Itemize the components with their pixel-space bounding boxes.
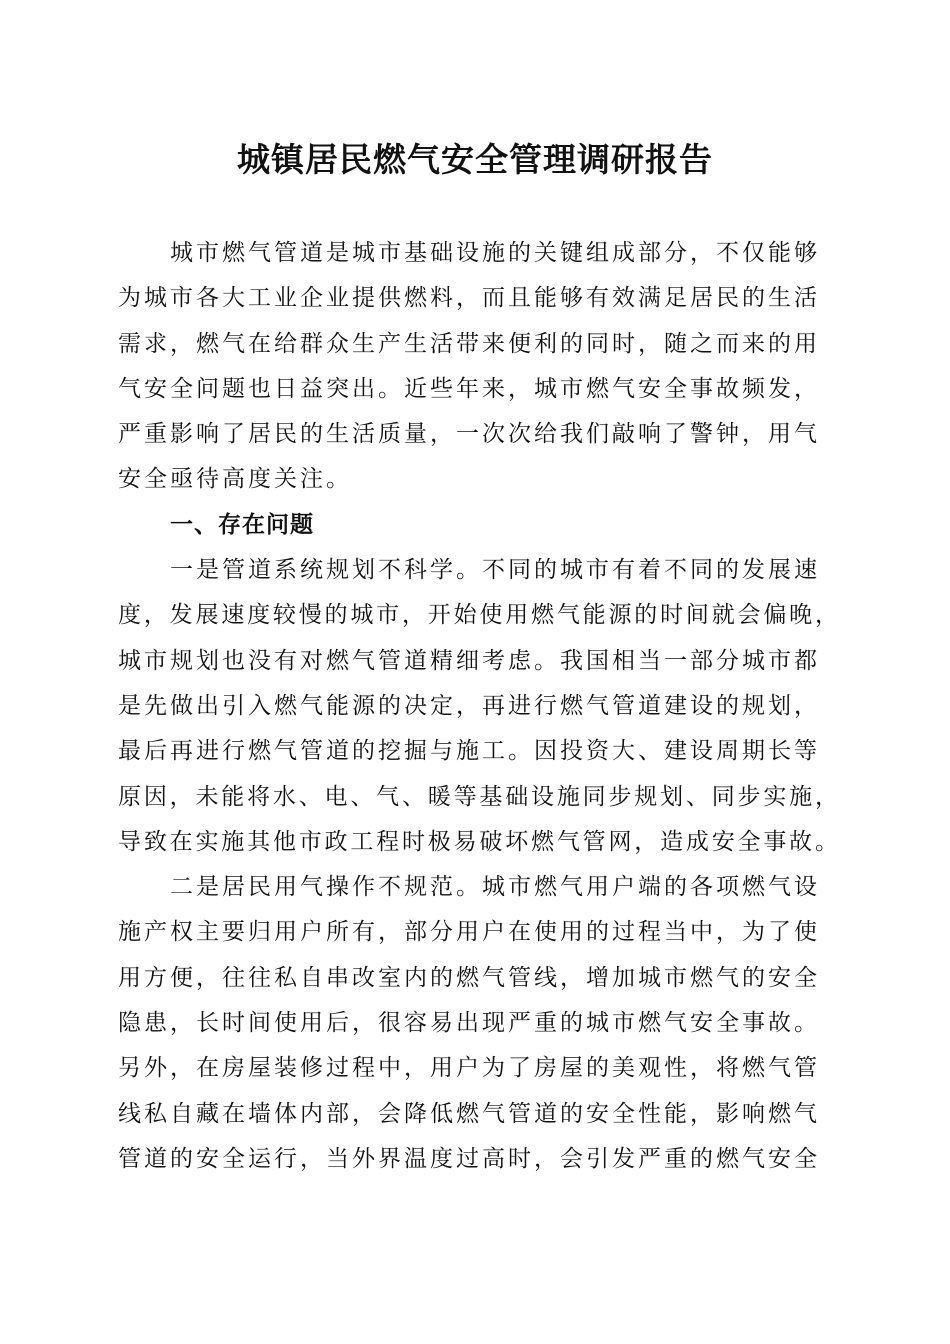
paragraph-line: 另外，在房屋装修过程中，用户为了房屋的美观性，将燃气管	[118, 1055, 820, 1082]
paragraph-line: 施产权主要归用户所有，部分用户在使用的过程当中，为了使	[118, 919, 820, 946]
paragraph-line: 管道的安全运行，当外界温度过高时，会引发严重的燃气安全	[118, 1145, 820, 1172]
document-body	[118, 231, 838, 1182]
paragraph-line: 严重影响了居民的生活质量，一次次给我们敲响了警钟，用气	[118, 421, 820, 448]
paragraph-line: 用方便，往往私自串改室内的燃气管线，增加城市燃气的安全	[118, 964, 820, 991]
paragraph-line: 原因，未能将水、电、气、暖等基础设施同步规划、同步实施，	[118, 783, 838, 810]
paragraph-line: 二是居民用气操作不规范。城市燃气用户端的各项燃气设	[170, 874, 820, 901]
paragraph-line: 城市规划也没有对燃气管道精细考虑。我国相当一部分城市都	[118, 647, 820, 674]
paragraph-line: 安全亟待高度关注。	[118, 466, 352, 493]
section-heading: 一、存在问题	[170, 511, 314, 538]
paragraph-line: 是先做出引入燃气能源的决定，再进行燃气管道建设的规划，	[118, 692, 820, 719]
paragraph-line: 隐患，长时间使用后，很容易出现严重的城市燃气安全事故。	[118, 1010, 820, 1037]
paragraph-line: 最后再进行燃气管道的挖掘与施工。因投资大、建设周期长等	[118, 738, 820, 765]
paragraph-line: 为城市各大工业企业提供燃料，而且能够有效满足居民的生活	[118, 285, 820, 312]
paragraph-line: 气安全问题也日益突出。近些年来，城市燃气安全事故频发，	[118, 375, 820, 402]
document-title: 城镇居民燃气安全管理调研报告	[237, 140, 713, 179]
paragraph-line: 线私自藏在墙体内部，会降低燃气管道的安全性能，影响燃气	[118, 1100, 820, 1127]
paragraph-line: 导致在实施其他市政工程时极易破坏燃气管网，造成安全事故。	[118, 828, 838, 855]
paragraph-line: 需求，燃气在给群众生产生活带来便利的同时，随之而来的用	[118, 330, 820, 357]
paragraph-line: 一是管道系统规划不科学。不同的城市有着不同的发展速	[170, 557, 820, 584]
paragraph-line: 城市燃气管道是城市基础设施的关键组成部分，不仅能够	[170, 240, 820, 266]
paragraph-line: 度，发展速度较慢的城市，开始使用燃气能源的时间就会偏晚，	[118, 602, 838, 629]
